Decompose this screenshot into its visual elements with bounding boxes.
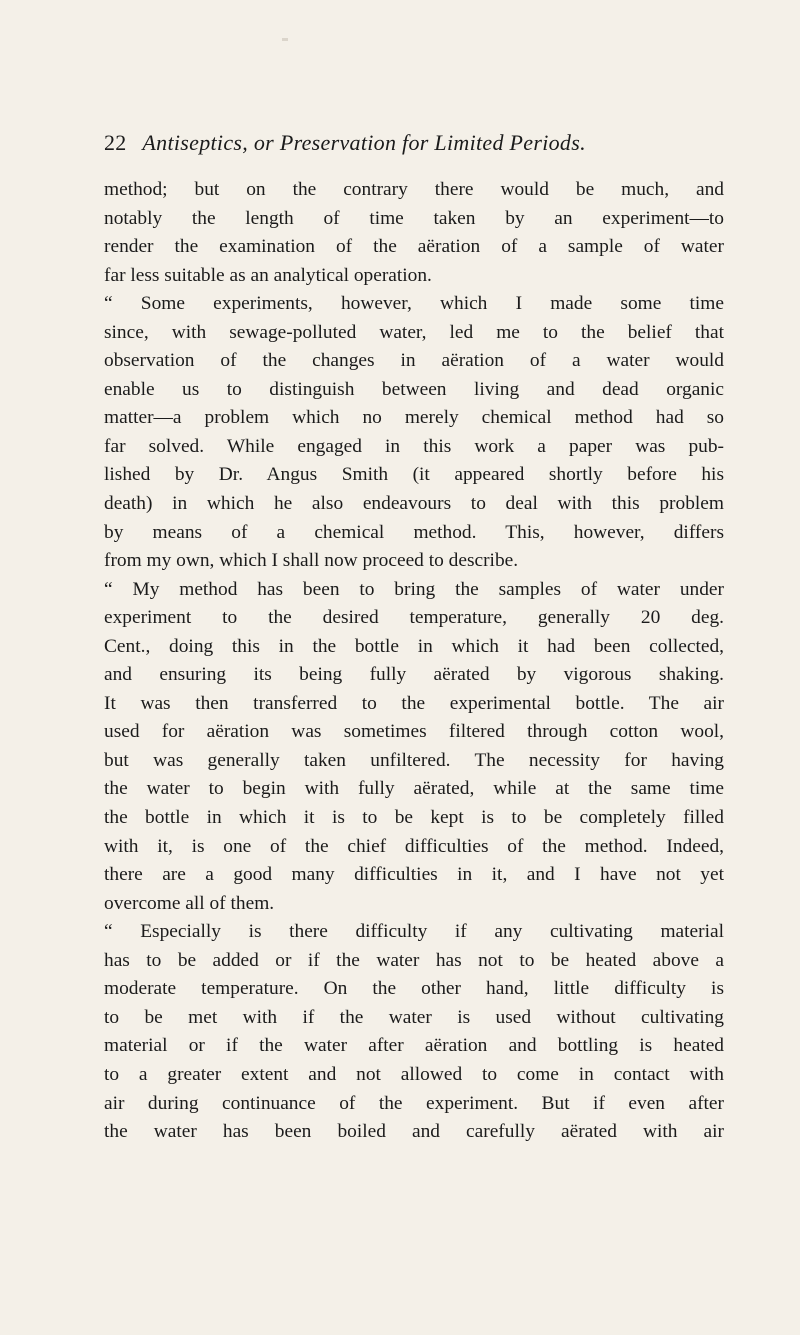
text-line: experiment to the desired temperature, generally 20 deg. [104, 607, 724, 629]
text-line: far solved. While engaged in this work a paper was pub- [104, 435, 724, 457]
text-line: by means of a chemical method. This, however, differs [104, 521, 724, 543]
text-line: “ My method has been to bring the samples of water under [104, 578, 724, 600]
running-head [104, 130, 724, 156]
text-line: render the examination of the aëration of a sample of water [104, 236, 724, 258]
text-line: the water to begin with fully aërated, while at the same time [104, 778, 724, 800]
text-line: lished by Dr. Angus Smith (it appeared shortly before his [104, 464, 724, 486]
body-text [104, 176, 724, 1147]
text-line: air during continuance of the experiment. But if even after [104, 1092, 724, 1114]
text-line: used for aëration was sometimes filtered through cotton wool, [104, 721, 724, 743]
text-line: to a greater extent and not allowed to come in contact with [104, 1063, 724, 1085]
scan-speck [282, 38, 288, 41]
text-line: the bottle in which it is to be kept is to be completely filled [104, 807, 724, 829]
text-line: It was then transferred to the experimental bottle. The air [104, 692, 724, 714]
text-line: has to be added or if the water has not to be heated above a [104, 949, 724, 971]
text-line: death) in which he also endeavours to deal with this problem [104, 493, 724, 515]
text-line: observation of the changes in aëration of a water would [104, 350, 724, 372]
text-line: with it, is one of the chief difficulties of the method. Indeed, [104, 835, 724, 857]
text-line: the water has been boiled and carefully aërated with air [104, 1121, 724, 1143]
text-line: “ Especially is there difficulty if any cultivating material [104, 921, 724, 943]
text-line: to be met with if the water is used without cultivating [104, 1006, 724, 1028]
text-line: “ Some experiments, however, which I made some time [104, 293, 724, 315]
text-line: notably the length of time taken by an experiment—to [104, 207, 724, 229]
text-line: there are a good many difficulties in it, and I have not yet [104, 864, 724, 886]
text-line: but was generally taken unfiltered. The necessity for having [104, 749, 724, 771]
text-line: matter—a problem which no merely chemical method had so [104, 407, 724, 429]
text-line: overcome all of them. [104, 892, 275, 914]
running-head-title: Antiseptics, [142, 130, 249, 155]
text-line: Cent., doing this in the bottle in which it had been collected, [104, 635, 724, 657]
text-line: from my own, which I shall now proceed to describe. [104, 550, 519, 572]
text-line: moderate temperature. On the other hand, little difficulty is [104, 978, 724, 1000]
text-line: enable us to distinguish between living and dead organic [104, 378, 724, 400]
running-head-subtitle: or Preservation for Limited Periods. [253, 130, 586, 155]
text-line: material or if the water after aëration and bottling is heated [104, 1035, 724, 1057]
text-line: since, with sewage-polluted water, led me to the belief that [104, 321, 724, 343]
text-line: and ensuring its being fully aërated by vigorous shaking. [104, 664, 724, 686]
text-line: method; but on the contrary there would be much, and [104, 179, 724, 200]
page-number: 22 [104, 130, 127, 155]
text-line: far less suitable as an analytical operation. [104, 264, 432, 286]
